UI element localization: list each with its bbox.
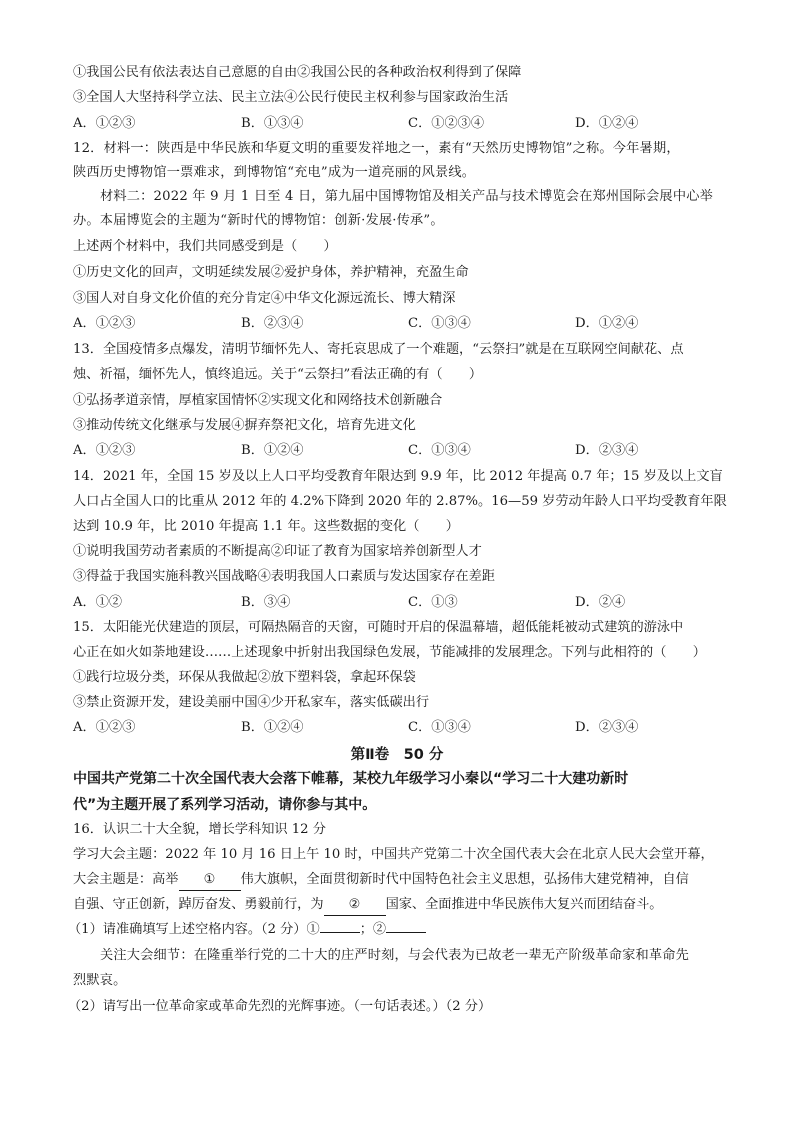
q16-theme-line-1: 学习大会主题：2022 年 10 月 16 日上午 10 时，中国共产党第二十次全国代表大会在北京人民大会堂开幕， — [73, 847, 714, 862]
q16-detail-line-2: 烈默哀。 — [73, 973, 127, 988]
q12-material2-line-2: 办。本届博览会的主题为“新时代的博物馆：创新·发展·传承”。 — [73, 213, 444, 228]
q14-choice-d: D．②④ — [575, 595, 626, 610]
q16-heading: 16．认识二十大全貌，增长学科知识 12 分 — [73, 822, 326, 837]
q16-sub1-separator: ；② — [359, 922, 387, 937]
q16-answer-blank-2[interactable] — [386, 932, 426, 933]
q14-stem-line-3: 达到 10.9 年，比 2010 年提高 1.1 年。这些数据的变化（ ） — [73, 519, 459, 534]
q14-choice-b: B．③④ — [241, 595, 291, 610]
q12-choice-c: C．①③④ — [408, 316, 471, 331]
q12-choice-b: B．②③④ — [241, 316, 304, 331]
q16-detail-line-1: 关注大会细节：在隆重举行党的二十大的庄严时刻，与会代表为已故老一辈无产阶级革命家和革命先 — [100, 948, 690, 963]
q16-sub-question-2: （2）请写出一位革命家或革命先烈的光辉事迹。（一句话表述。）（2 分） — [68, 999, 492, 1014]
q16-sub1-text: （1）请准确填写上述空格内容。（2 分）① — [68, 922, 320, 937]
q16-theme-line-3-end: 国家、全面推进中华民族伟大复兴而团结奋斗。 — [385, 897, 663, 912]
q16-sub-question-1 — [68, 920, 734, 940]
q14-option-line-1: ①说明我国劳动者素质的不断提高②印证了教育为国家培养创新型人才 — [73, 544, 482, 559]
q13-choice-a: A．①②③ — [73, 443, 136, 458]
q13-option-line-1: ①弘扬孝道亲情，厚植家国情怀②实现文化和网络技术创新融合 — [73, 393, 443, 408]
section-2-intro-line-2: 代”为主题开展了系列学习活动，请你参与其中。 — [73, 797, 377, 813]
q13-choice-b: B．①②④ — [241, 443, 304, 458]
q11-choice-a: A．①②③ — [73, 116, 136, 131]
q15-option-line-1: ①践行垃圾分类，环保从我做起②放下塑料袋，拿起环保袋 — [73, 670, 416, 685]
q15-choice-c: C．①③④ — [408, 720, 471, 735]
q11-option-line-1: ①我国公民有依法表达自己意愿的自由②我国公民的各种政治权利得到了保障 — [73, 65, 522, 80]
q16-theme-line-2-end: 伟大旗帜，全面贯彻新时代中国特色社会主义思想，弘扬伟大建党精神，自信 — [240, 872, 689, 887]
q12-stem-line-2: 陕西历史博物馆一票难求，到博物馆“充电”成为一道亮丽的风景线。 — [73, 165, 476, 180]
q13-choice-c: C．①③④ — [408, 443, 471, 458]
q14-choice-c: C．①③ — [408, 595, 458, 610]
q16-blank-1: ① — [179, 870, 241, 891]
q11-option-line-2: ③全国人大坚持科学立法、民主立法④公民行使民主权利参与国家政治生活 — [73, 90, 509, 105]
section-2-title: 第Ⅱ卷 50 分 — [350, 747, 444, 763]
q15-stem-line-1: 15．太阳能光伏建造的顶层，可隔热隔音的天窗，可随时开启的保温幕墙，超低能耗被动式建筑的游泳中 — [73, 620, 684, 635]
q11-choice-d: D．①②④ — [575, 116, 639, 131]
section-2-intro-line-1: 中国共产党第二十次全国代表大会落下帷幕，某校九年级学习小秦以“学习二十大建功新时 — [73, 771, 629, 787]
q16-blank-2: ② — [324, 895, 386, 916]
q16-answer-blank-1[interactable] — [320, 932, 360, 933]
q14-stem-line-1: 14．2021 年，全国 15 岁及以上人口平均受教育年限达到 9.9 年，比 2012 年提高 0.7 年；15 岁及以上文盲 — [73, 469, 723, 484]
q12-stem-line-1: 12．材料一：陕西是中华民族和华夏文明的重要发祥地之一，素有“天然历史博物馆”之称。今年暑期， — [73, 141, 680, 156]
q11-choice-c: C．①②③④ — [408, 116, 485, 131]
q13-choice-d: D．②③④ — [575, 443, 639, 458]
q14-choice-a: A．①② — [73, 595, 123, 610]
q11-choice-b: B．①③④ — [241, 116, 304, 131]
q15-choice-b: B．①②④ — [241, 720, 304, 735]
q12-option-line-2: ③国人对自身文化价值的充分肯定④中华文化源远流长、博大精深 — [73, 291, 456, 306]
q15-choice-d: D．②③④ — [575, 720, 639, 735]
q13-stem-line-1: 13．全国疫情多点爆发，清明节缅怀先人、寄托哀思成了一个难题，“云祭扫”就是在互联网空间献花、点 — [73, 342, 684, 357]
q13-stem-line-2: 烛、祈福，缅怀先人，慎终追远。关于“云祭扫”看法正确的有（ ） — [73, 367, 483, 382]
q16-theme-line-2-start: 大会主题是：高举 — [73, 872, 179, 887]
q16-theme-line-3-start: 自强、守正创新，踔厉奋发、勇毅前行，为 — [73, 897, 324, 912]
q12-choice-a: A．①②③ — [73, 316, 136, 331]
q16-theme-line-2 — [73, 870, 734, 891]
q15-stem-line-2: 心正在如火如荼地建设……上述现象中折射出我国绿色发展，节能减排的发展理念。下列与此相符的（ ） — [73, 645, 706, 660]
q12-choice-d: D．①②④ — [575, 316, 639, 331]
q13-option-line-2: ③推动传统文化继承与发展④摒弃祭祀文化，培育先进文化 — [73, 418, 416, 433]
q12-option-line-1: ①历史文化的回声，文明延续发展②爱护身体，养护精神，充盈生命 — [73, 265, 469, 280]
q15-choice-a: A．①②③ — [73, 720, 136, 735]
q12-question: 上述两个材料中，我们共同感受到是（ ） — [73, 239, 337, 254]
q15-option-line-2: ③禁止资源开发，建设美丽中国④少开私家车，落实低碳出行 — [73, 695, 430, 710]
q14-option-line-2: ③得益于我国实施科教兴国战略④表明我国人口素质与发达国家存在差距 — [73, 569, 495, 584]
q12-material2-line-1: 材料二：2022 年 9 月 1 日至 4 日，第九届中国博物馆及相关产品与技术博览会在郑州国际会展中心举 — [100, 189, 713, 204]
q16-theme-line-3 — [73, 895, 734, 916]
q14-stem-line-2: 人口占全国人口的比重从 2012 年的 4.2%下降到 2020 年的 2.87%。16—59 岁劳动年龄人口平均受教育年限 — [73, 494, 727, 509]
